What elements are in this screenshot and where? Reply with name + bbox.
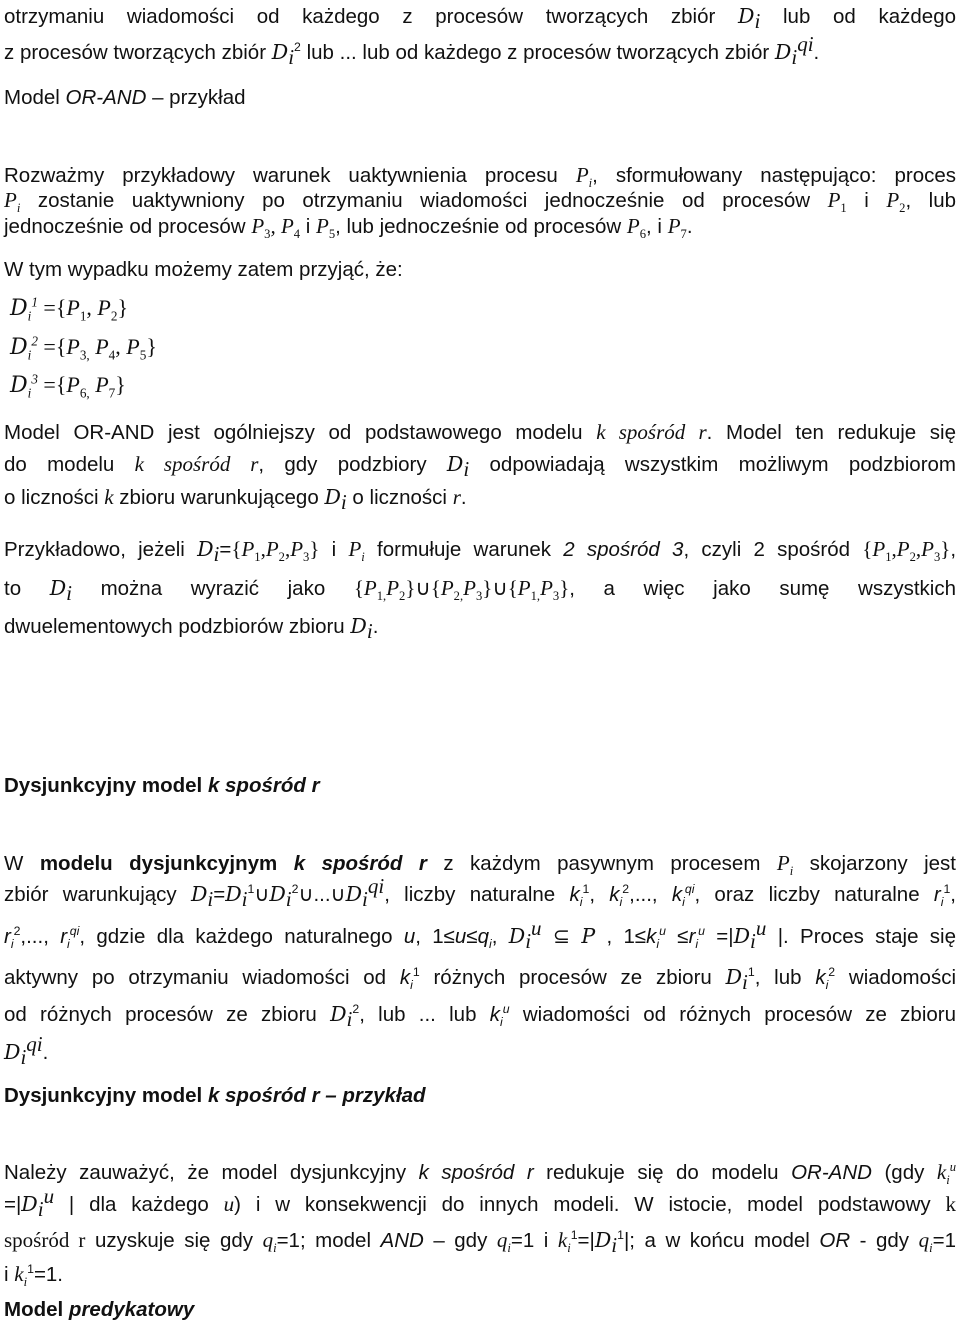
text-line: W modelu dysjunkcyjnym k spośród r z każdym pasywnym procesem $P_i$ skojarzony jest xyxy=(4,851,956,879)
text-line: jednocześnie od procesów $P_3$, $P_4$ i $P_5$, lub jednocześnie od procesów $P_6$, i $P_7$. xyxy=(4,214,693,242)
formula: $D_i^3 =\{P_{6,}$ $P_7$} xyxy=(10,371,126,401)
formula: $D_i^2 =\{P_{3,}$ $P_4$, $P_5$} xyxy=(10,333,157,363)
text-line: $P_i$ zostanie uaktywniony po otrzymaniu wiadomości jednocześnie od procesów $P_1$ i $P_2$, lub xyxy=(4,188,957,216)
text-line: i $k_i^1=1$. xyxy=(4,1262,64,1290)
text-line: Model OR-AND jest ogólniejszy od podstawowego modelu k spośród r. Model ten redukuje się xyxy=(4,420,957,444)
text-line: zbiór warunkujący $D_i=D_i^1\cup D_i^2\cup...\cup D_i^{qi}$, liczby naturalne $k_i^1$, $k_i^2$,..., $k_i^{qi}$, oraz liczby naturalne $r_i^1$, xyxy=(4,874,956,912)
section-heading: Dysjunkcyjny model k spośród r xyxy=(4,774,320,797)
text-line: $=|D_i^u$ | dla każdego u) i w konsekwencji do innych modeli. W istocie, model podstawowy k xyxy=(4,1184,956,1222)
text-line: Przykładowo, jeżeli $D_i=\{P_1,P_2,P_3\}$ i $P_i$ formułuje warunek 2 spośród 3, czyli 2 spośród $\{P_1,P_2,P_3\}$, xyxy=(4,537,957,567)
text-line: spośród r uzyskuje się gdy $q_i=1$; model AND – gdy $q_i=1$ i $k_i^1=|D_i^1|$; a w końcu model OR - gdy $q_i=1$ xyxy=(4,1228,956,1258)
text-line: od różnych procesów ze zbioru $D_i^2$, lub ... lub $k_i^u$ wiadomości od różnych procesów ze zbioru xyxy=(4,1002,957,1032)
formula: $D_i^1 =\{P_1$, $P_2$} xyxy=(10,294,129,324)
text-line: aktywny po otrzymaniu wiadomości od $k_i^1$ różnych procesów ze zbioru $D_i^1$, lub $k_i^2$ wiadomości xyxy=(4,965,957,995)
text-line: $D_i^{qi}$. xyxy=(4,1032,49,1070)
text-line: $r_i^2$,..., $r_i^{qi}$, gdzie dla każdego naturalnego u, $1\le u\le q_i$, $D_i^u$ ⊆ P , $1\le k_i^u \le r_i^u =|D_i^u$ |. Proces staje się xyxy=(4,916,956,954)
text-line: W tym wypadku możemy zatem przyjąć, że: xyxy=(4,258,403,281)
text-line: do modelu k spośród r, gdy podzbiory $D_i$ odpowiadają wszystkim możliwym podzbiorom xyxy=(4,452,956,482)
text-line: otrzymaniu wiadomości od każdego z procesów tworzących zbiór $D_i$ lub od każdego xyxy=(4,4,957,34)
text-line: Rozważmy przykładowy warunek uaktywnienia procesu $P_i$, sformułowany następująco: proces xyxy=(4,163,957,191)
section-heading: Model predykatowy xyxy=(4,1298,195,1321)
text-line: o liczności k zbioru warunkującego $D_i$ o liczności r. xyxy=(4,485,467,515)
text-line: z procesów tworzących zbiór $D_i^2$ lub ... lub od każdego z procesów tworzących zbiór $D_i^{qi}$. xyxy=(4,32,820,70)
section-heading: Model OR-AND – przykład xyxy=(4,86,246,109)
text-line: to $D_i$ można wyrazić jako $\{P_{1,}P_2\}\cup\{P_{2,}P_3\}\cup\{P_{1,}P_3\}$, a więc jako sumę wszystkich xyxy=(4,576,956,606)
text-line: dwuelementowych podzbiorów zbioru $D_i$. xyxy=(4,614,379,644)
section-heading: Dysjunkcyjny model k spośród r – przykład xyxy=(4,1084,426,1107)
text-line: Należy zauważyć, że model dysjunkcyjny k spośród r redukuje się do modelu OR-AND (gdy $k_i^u$ xyxy=(4,1160,956,1188)
